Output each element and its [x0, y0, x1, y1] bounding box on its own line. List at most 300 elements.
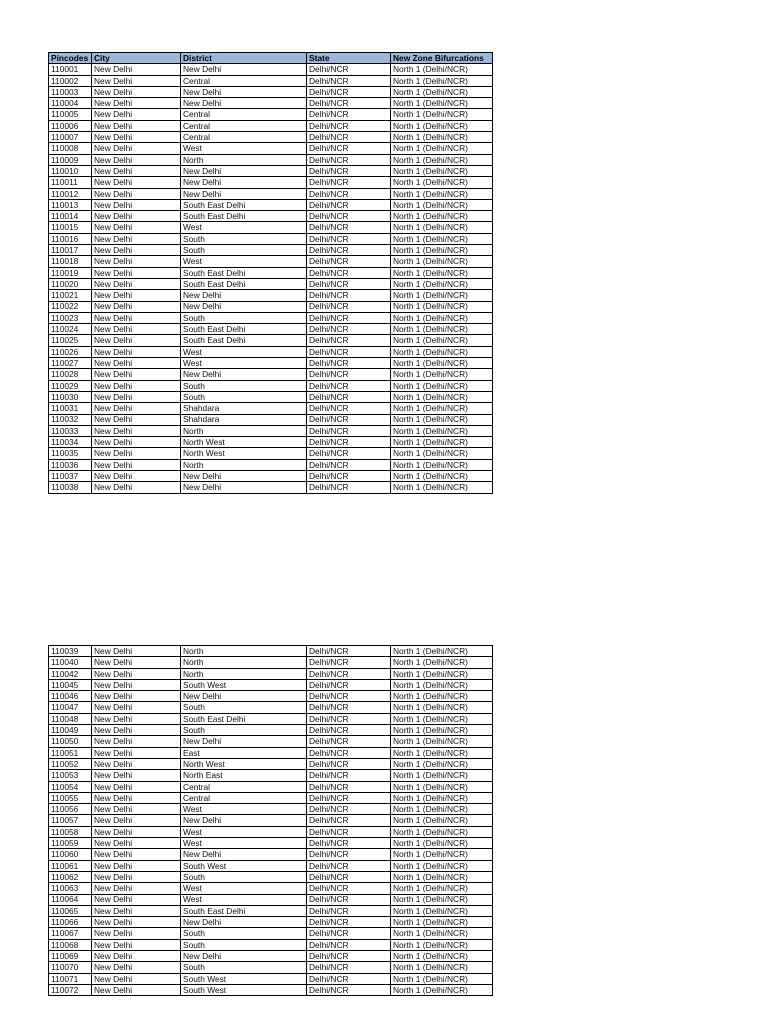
pincode-cell: 110007 [49, 132, 92, 143]
table-row [49, 165, 493, 176]
table-row [49, 702, 493, 713]
city-cell: New Delhi [92, 211, 181, 222]
district-cell: New Delhi [181, 951, 307, 962]
state-cell: Delhi/NCR [307, 883, 391, 894]
district-cell: West [181, 256, 307, 267]
state-cell: Delhi/NCR [307, 425, 391, 436]
pincode-cell: 110022 [49, 301, 92, 312]
table-row [49, 120, 493, 131]
pincode-cell: 110060 [49, 849, 92, 860]
city-cell: New Delhi [92, 335, 181, 346]
zone-cell: North 1 (Delhi/NCR) [391, 437, 493, 448]
city-cell: New Delhi [92, 256, 181, 267]
district-cell: Central [181, 109, 307, 120]
zone-cell: North 1 (Delhi/NCR) [391, 668, 493, 679]
zone-cell: North 1 (Delhi/NCR) [391, 770, 493, 781]
district-cell: New Delhi [181, 64, 307, 75]
table-row [49, 188, 493, 199]
table-row [49, 109, 493, 120]
table-row [49, 391, 493, 402]
pincode-cell: 110049 [49, 725, 92, 736]
zone-cell: North 1 (Delhi/NCR) [391, 132, 493, 143]
district-cell: New Delhi [181, 177, 307, 188]
zone-cell: North 1 (Delhi/NCR) [391, 64, 493, 75]
zone-cell: North 1 (Delhi/NCR) [391, 448, 493, 459]
state-cell: Delhi/NCR [307, 815, 391, 826]
table-row [49, 98, 493, 109]
city-cell: New Delhi [92, 143, 181, 154]
district-cell: South [181, 962, 307, 973]
zone-cell: North 1 (Delhi/NCR) [391, 679, 493, 690]
state-cell: Delhi/NCR [307, 369, 391, 380]
pincode-cell: 110005 [49, 109, 92, 120]
city-cell: New Delhi [92, 860, 181, 871]
district-cell: Central [181, 792, 307, 803]
table-row [49, 826, 493, 837]
city-cell: New Delhi [92, 939, 181, 950]
district-cell: North [181, 425, 307, 436]
zone-cell: North 1 (Delhi/NCR) [391, 702, 493, 713]
zone-cell: North 1 (Delhi/NCR) [391, 713, 493, 724]
state-cell: Delhi/NCR [307, 75, 391, 86]
city-cell: New Delhi [92, 369, 181, 380]
state-cell: Delhi/NCR [307, 770, 391, 781]
district-cell: North West [181, 448, 307, 459]
city-cell: New Delhi [92, 98, 181, 109]
pincode-cell: 110069 [49, 951, 92, 962]
district-cell: South West [181, 679, 307, 690]
pincode-cell: 110067 [49, 928, 92, 939]
zone-cell: North 1 (Delhi/NCR) [391, 256, 493, 267]
table-row [49, 335, 493, 346]
city-cell: New Delhi [92, 358, 181, 369]
city-cell: New Delhi [92, 324, 181, 335]
pincode-cell: 110040 [49, 657, 92, 668]
header-city: City [92, 53, 181, 64]
table-row [49, 928, 493, 939]
zone-cell: North 1 (Delhi/NCR) [391, 425, 493, 436]
city-cell: New Delhi [92, 792, 181, 803]
table-row [49, 301, 493, 312]
state-cell: Delhi/NCR [307, 984, 391, 995]
city-cell: New Delhi [92, 894, 181, 905]
city-cell: New Delhi [92, 267, 181, 278]
table-row [49, 278, 493, 289]
state-cell: Delhi/NCR [307, 312, 391, 323]
pincode-cell: 110016 [49, 233, 92, 244]
district-cell: North [181, 657, 307, 668]
table-row [49, 792, 493, 803]
district-cell: South East Delhi [181, 267, 307, 278]
state-cell: Delhi/NCR [307, 335, 391, 346]
district-cell: South [181, 233, 307, 244]
state-cell: Delhi/NCR [307, 860, 391, 871]
pincode-cell: 110013 [49, 199, 92, 210]
district-cell: New Delhi [181, 188, 307, 199]
pincode-cell: 110020 [49, 278, 92, 289]
zone-cell: North 1 (Delhi/NCR) [391, 939, 493, 950]
pincode-cell: 110002 [49, 75, 92, 86]
table-row [49, 860, 493, 871]
table-row [49, 894, 493, 905]
district-cell: West [181, 346, 307, 357]
zone-cell: North 1 (Delhi/NCR) [391, 657, 493, 668]
zone-cell: North 1 (Delhi/NCR) [391, 380, 493, 391]
table-row [49, 324, 493, 335]
table-row [49, 470, 493, 481]
zone-cell: North 1 (Delhi/NCR) [391, 109, 493, 120]
pincode-cell: 110045 [49, 679, 92, 690]
state-cell: Delhi/NCR [307, 657, 391, 668]
table-row [49, 459, 493, 470]
pincode-cell: 110057 [49, 815, 92, 826]
state-cell: Delhi/NCR [307, 871, 391, 882]
city-cell: New Delhi [92, 165, 181, 176]
pincode-cell: 110006 [49, 120, 92, 131]
pincode-cell: 110051 [49, 747, 92, 758]
district-cell: West [181, 143, 307, 154]
zone-cell: North 1 (Delhi/NCR) [391, 403, 493, 414]
state-cell: Delhi/NCR [307, 358, 391, 369]
city-cell: New Delhi [92, 132, 181, 143]
state-cell: Delhi/NCR [307, 437, 391, 448]
zone-cell: North 1 (Delhi/NCR) [391, 459, 493, 470]
zone-cell: North 1 (Delhi/NCR) [391, 747, 493, 758]
city-cell: New Delhi [92, 86, 181, 97]
city-cell: New Delhi [92, 905, 181, 916]
city-cell: New Delhi [92, 951, 181, 962]
zone-cell: North 1 (Delhi/NCR) [391, 324, 493, 335]
header-row [49, 53, 493, 64]
table-row [49, 75, 493, 86]
district-cell: South East Delhi [181, 335, 307, 346]
state-cell: Delhi/NCR [307, 245, 391, 256]
table-row [49, 222, 493, 233]
table-row [49, 233, 493, 244]
district-cell: New Delhi [181, 736, 307, 747]
pincode-cell: 110021 [49, 290, 92, 301]
state-cell: Delhi/NCR [307, 679, 391, 690]
district-cell: North West [181, 758, 307, 769]
zone-cell: North 1 (Delhi/NCR) [391, 290, 493, 301]
city-cell: New Delhi [92, 804, 181, 815]
state-cell: Delhi/NCR [307, 792, 391, 803]
district-cell: Central [181, 781, 307, 792]
state-cell: Delhi/NCR [307, 894, 391, 905]
zone-cell: North 1 (Delhi/NCR) [391, 278, 493, 289]
zone-cell: North 1 (Delhi/NCR) [391, 154, 493, 165]
table-row [49, 482, 493, 493]
district-cell: South West [181, 973, 307, 984]
table-row [49, 973, 493, 984]
district-cell: New Delhi [181, 849, 307, 860]
state-cell: Delhi/NCR [307, 222, 391, 233]
district-cell: South East Delhi [181, 905, 307, 916]
city-cell: New Delhi [92, 120, 181, 131]
district-cell: Central [181, 75, 307, 86]
city-cell: New Delhi [92, 917, 181, 928]
state-cell: Delhi/NCR [307, 849, 391, 860]
table-row [49, 143, 493, 154]
pincode-cell: 110062 [49, 871, 92, 882]
state-cell: Delhi/NCR [307, 781, 391, 792]
pincode-cell: 110068 [49, 939, 92, 950]
zone-cell: North 1 (Delhi/NCR) [391, 98, 493, 109]
district-cell: West [181, 883, 307, 894]
city-cell: New Delhi [92, 770, 181, 781]
zone-cell: North 1 (Delhi/NCR) [391, 792, 493, 803]
district-cell: South [181, 312, 307, 323]
table-row [49, 199, 493, 210]
state-cell: Delhi/NCR [307, 256, 391, 267]
district-cell: South [181, 245, 307, 256]
pincode-cell: 110070 [49, 962, 92, 973]
city-cell: New Delhi [92, 459, 181, 470]
city-cell: New Delhi [92, 838, 181, 849]
zone-cell: North 1 (Delhi/NCR) [391, 245, 493, 256]
state-cell: Delhi/NCR [307, 962, 391, 973]
pincode-cell: 110055 [49, 792, 92, 803]
district-cell: South [181, 380, 307, 391]
state-cell: Delhi/NCR [307, 838, 391, 849]
pincode-cell: 110030 [49, 391, 92, 402]
table-row [49, 211, 493, 222]
table-row [49, 951, 493, 962]
table-row [49, 132, 493, 143]
state-cell: Delhi/NCR [307, 691, 391, 702]
state-cell: Delhi/NCR [307, 459, 391, 470]
city-cell: New Delhi [92, 425, 181, 436]
zone-cell: North 1 (Delhi/NCR) [391, 312, 493, 323]
table-row [49, 245, 493, 256]
pincode-cell: 110004 [49, 98, 92, 109]
zone-cell: North 1 (Delhi/NCR) [391, 233, 493, 244]
district-cell: North [181, 459, 307, 470]
district-cell: New Delhi [181, 917, 307, 928]
table-row [49, 871, 493, 882]
pincode-cell: 110071 [49, 973, 92, 984]
state-cell: Delhi/NCR [307, 482, 391, 493]
state-cell: Delhi/NCR [307, 143, 391, 154]
city-cell: New Delhi [92, 470, 181, 481]
city-cell: New Delhi [92, 75, 181, 86]
zone-cell: North 1 (Delhi/NCR) [391, 199, 493, 210]
city-cell: New Delhi [92, 301, 181, 312]
pincode-cell: 110046 [49, 691, 92, 702]
district-cell: Central [181, 120, 307, 131]
pincode-cell: 110061 [49, 860, 92, 871]
zone-cell: North 1 (Delhi/NCR) [391, 335, 493, 346]
district-cell: New Delhi [181, 86, 307, 97]
state-cell: Delhi/NCR [307, 346, 391, 357]
city-cell: New Delhi [92, 657, 181, 668]
zone-cell: North 1 (Delhi/NCR) [391, 346, 493, 357]
city-cell: New Delhi [92, 679, 181, 690]
state-cell: Delhi/NCR [307, 414, 391, 425]
state-cell: Delhi/NCR [307, 448, 391, 459]
zone-cell: North 1 (Delhi/NCR) [391, 188, 493, 199]
district-cell: North East [181, 770, 307, 781]
district-cell: South [181, 871, 307, 882]
state-cell: Delhi/NCR [307, 324, 391, 335]
state-cell: Delhi/NCR [307, 391, 391, 402]
pincode-cell: 110050 [49, 736, 92, 747]
city-cell: New Delhi [92, 928, 181, 939]
state-cell: Delhi/NCR [307, 278, 391, 289]
state-cell: Delhi/NCR [307, 951, 391, 962]
zone-cell: North 1 (Delhi/NCR) [391, 75, 493, 86]
pincode-cell: 110059 [49, 838, 92, 849]
pincode-cell: 110001 [49, 64, 92, 75]
state-cell: Delhi/NCR [307, 917, 391, 928]
table-row [49, 781, 493, 792]
state-cell: Delhi/NCR [307, 98, 391, 109]
table-row [49, 691, 493, 702]
state-cell: Delhi/NCR [307, 939, 391, 950]
city-cell: New Delhi [92, 290, 181, 301]
district-cell: West [181, 826, 307, 837]
city-cell: New Delhi [92, 64, 181, 75]
state-cell: Delhi/NCR [307, 86, 391, 97]
city-cell: New Delhi [92, 826, 181, 837]
pincode-cell: 110054 [49, 781, 92, 792]
table-row [49, 64, 493, 75]
table-row [49, 256, 493, 267]
city-cell: New Delhi [92, 403, 181, 414]
table-row [49, 758, 493, 769]
pincode-cell: 110026 [49, 346, 92, 357]
state-cell: Delhi/NCR [307, 826, 391, 837]
state-cell: Delhi/NCR [307, 713, 391, 724]
zone-cell: North 1 (Delhi/NCR) [391, 894, 493, 905]
state-cell: Delhi/NCR [307, 132, 391, 143]
city-cell: New Delhi [92, 199, 181, 210]
table-row [49, 448, 493, 459]
state-cell: Delhi/NCR [307, 267, 391, 278]
table-row [49, 177, 493, 188]
zone-cell: North 1 (Delhi/NCR) [391, 815, 493, 826]
table-row [49, 917, 493, 928]
district-cell: New Delhi [181, 165, 307, 176]
state-cell: Delhi/NCR [307, 188, 391, 199]
zone-cell: North 1 (Delhi/NCR) [391, 871, 493, 882]
district-cell: North [181, 154, 307, 165]
city-cell: New Delhi [92, 984, 181, 995]
city-cell: New Delhi [92, 222, 181, 233]
zone-cell: North 1 (Delhi/NCR) [391, 120, 493, 131]
header-state: State [307, 53, 391, 64]
table-row [49, 646, 493, 657]
pincode-cell: 110017 [49, 245, 92, 256]
pincode-cell: 110042 [49, 668, 92, 679]
pincode-cell: 110058 [49, 826, 92, 837]
pincode-cell: 110048 [49, 713, 92, 724]
table-row [49, 380, 493, 391]
district-cell: South East Delhi [181, 211, 307, 222]
pincode-cell: 110014 [49, 211, 92, 222]
pincode-table-top [48, 52, 493, 494]
table-row [49, 804, 493, 815]
zone-cell: North 1 (Delhi/NCR) [391, 973, 493, 984]
district-cell: New Delhi [181, 691, 307, 702]
city-cell: New Delhi [92, 188, 181, 199]
zone-cell: North 1 (Delhi/NCR) [391, 883, 493, 894]
table-body-top [49, 64, 493, 493]
table-row [49, 369, 493, 380]
zone-cell: North 1 (Delhi/NCR) [391, 267, 493, 278]
table-row [49, 668, 493, 679]
header-district: District [181, 53, 307, 64]
table-row [49, 962, 493, 973]
district-cell: South East Delhi [181, 199, 307, 210]
zone-cell: North 1 (Delhi/NCR) [391, 143, 493, 154]
district-cell: South East Delhi [181, 278, 307, 289]
table-row [49, 358, 493, 369]
district-cell: North West [181, 437, 307, 448]
zone-cell: North 1 (Delhi/NCR) [391, 928, 493, 939]
state-cell: Delhi/NCR [307, 928, 391, 939]
district-cell: East [181, 747, 307, 758]
zone-cell: North 1 (Delhi/NCR) [391, 414, 493, 425]
zone-cell: North 1 (Delhi/NCR) [391, 470, 493, 481]
zone-cell: North 1 (Delhi/NCR) [391, 211, 493, 222]
pincode-cell: 110066 [49, 917, 92, 928]
city-cell: New Delhi [92, 871, 181, 882]
city-cell: New Delhi [92, 725, 181, 736]
city-cell: New Delhi [92, 437, 181, 448]
table-row [49, 312, 493, 323]
table-row [49, 815, 493, 826]
district-cell: West [181, 894, 307, 905]
pincode-cell: 110056 [49, 804, 92, 815]
state-cell: Delhi/NCR [307, 758, 391, 769]
city-cell: New Delhi [92, 973, 181, 984]
table-row [49, 713, 493, 724]
pincode-cell: 110053 [49, 770, 92, 781]
city-cell: New Delhi [92, 482, 181, 493]
district-cell: North [181, 646, 307, 657]
city-cell: New Delhi [92, 278, 181, 289]
pincode-cell: 110037 [49, 470, 92, 481]
state-cell: Delhi/NCR [307, 646, 391, 657]
pincode-cell: 110033 [49, 425, 92, 436]
district-cell: South [181, 725, 307, 736]
pincode-cell: 110039 [49, 646, 92, 657]
zone-cell: North 1 (Delhi/NCR) [391, 691, 493, 702]
state-cell: Delhi/NCR [307, 804, 391, 815]
table-header [49, 53, 493, 64]
table-row [49, 939, 493, 950]
table-row [49, 414, 493, 425]
city-cell: New Delhi [92, 109, 181, 120]
state-cell: Delhi/NCR [307, 702, 391, 713]
city-cell: New Delhi [92, 691, 181, 702]
state-cell: Delhi/NCR [307, 905, 391, 916]
table-row [49, 679, 493, 690]
city-cell: New Delhi [92, 962, 181, 973]
district-cell: South [181, 391, 307, 402]
zone-cell: North 1 (Delhi/NCR) [391, 301, 493, 312]
zone-cell: North 1 (Delhi/NCR) [391, 358, 493, 369]
city-cell: New Delhi [92, 154, 181, 165]
pincode-cell: 110064 [49, 894, 92, 905]
pincode-table-bottom [48, 645, 493, 996]
zone-cell: North 1 (Delhi/NCR) [391, 860, 493, 871]
district-cell: South [181, 939, 307, 950]
zone-cell: North 1 (Delhi/NCR) [391, 804, 493, 815]
zone-cell: North 1 (Delhi/NCR) [391, 736, 493, 747]
district-cell: New Delhi [181, 815, 307, 826]
